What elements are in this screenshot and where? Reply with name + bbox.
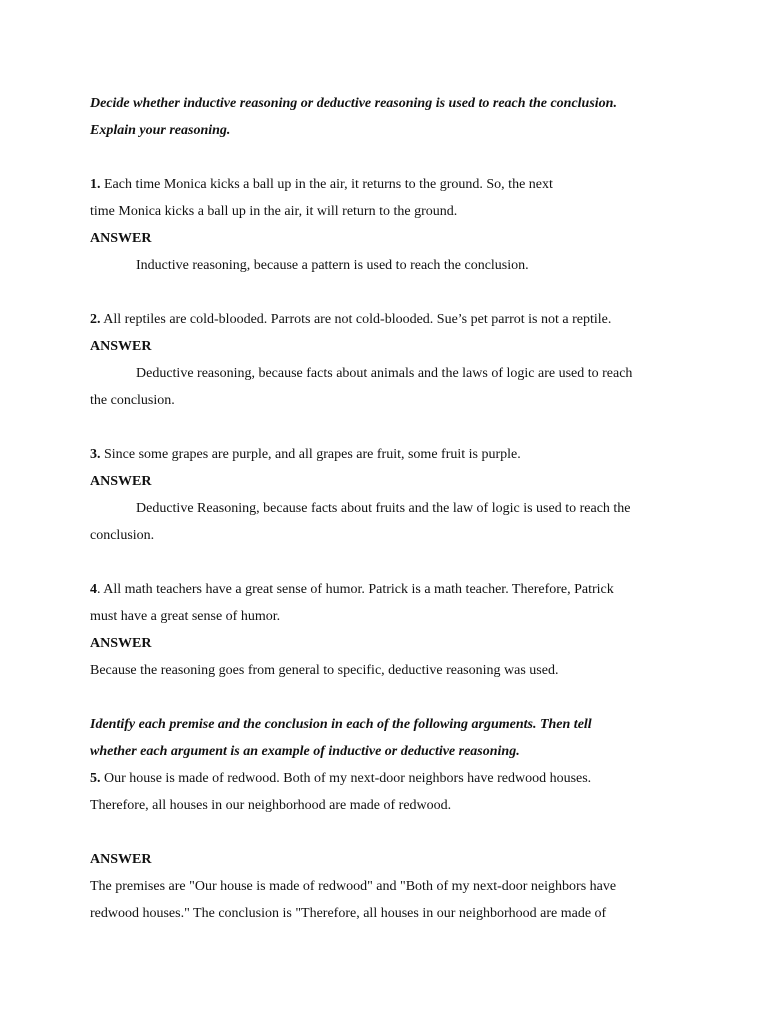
question-1-line-1 (90, 171, 690, 198)
question-4-number: 4 (90, 582, 97, 597)
question-4-text-1: . All math teachers have a great sense of humor. Patrick is a math teacher. Therefore, Patrick (97, 582, 614, 597)
question-5-line-2: Therefore, all houses in our neighborhood are made of redwood. (90, 798, 452, 813)
question-1-number: 1. (90, 177, 101, 192)
question-1-answer-label: ANSWER (90, 231, 152, 246)
instructions-2-line-1: Identify each premise and the conclusion in each of the following arguments. Then tell (90, 717, 592, 732)
question-3-line-1 (90, 441, 690, 468)
spacer (90, 279, 690, 306)
question-3-text-1: Since some grapes are purple, and all grapes are fruit, some fruit is purple. (100, 447, 521, 462)
question-5-answer-label: ANSWER (90, 852, 152, 867)
question-5-line-1 (90, 765, 690, 792)
question-2-answer-label: ANSWER (90, 339, 152, 354)
question-2-answer-line-1: Deductive reasoning, because facts about animals and the laws of logic are used to reach (136, 366, 633, 381)
question-2-answer-line-2: the conclusion. (90, 393, 175, 408)
question-2-line-1 (90, 306, 690, 333)
spacer (90, 549, 690, 576)
question-4-line-1 (90, 576, 690, 603)
question-3-answer-line-2: conclusion. (90, 528, 155, 543)
question-3-answer-label: ANSWER (90, 474, 152, 489)
spacer (90, 684, 690, 711)
spacer (90, 819, 690, 846)
question-5-answer-line-2: redwood houses." The conclusion is "Therefore, all houses in our neighborhood are made of (90, 906, 607, 921)
question-4-answer-label: ANSWER (90, 636, 152, 651)
question-4-line-2: must have a great sense of humor. (90, 609, 281, 624)
question-3-number: 3. (90, 447, 101, 462)
question-5-number: 5. (90, 771, 101, 786)
question-5-answer-line-1: The premises are "Our house is made of redwood" and "Both of my next-door neighbors have (90, 879, 617, 894)
question-1-answer: Inductive reasoning, because a pattern is used to reach the conclusion. (136, 258, 529, 273)
spacer (90, 144, 690, 171)
document-page (90, 90, 690, 927)
question-1-text-1: Each time Monica kicks a ball up in the air, it returns to the ground. So, the next (100, 177, 553, 192)
question-5-text-1: Our house is made of redwood. Both of my next-door neighbors have redwood houses. (100, 771, 592, 786)
question-2-text-1: All reptiles are cold-blooded. Parrots are not cold-blooded. Sue’s pet parrot is not a reptile. (100, 312, 612, 327)
question-1-line-2: time Monica kicks a ball up in the air, it will return to the ground. (90, 204, 458, 219)
question-3-answer-line-1: Deductive Reasoning, because facts about fruits and the law of logic is used to reach the (136, 501, 631, 516)
question-2-number: 2. (90, 312, 101, 327)
instructions-2-line-2: whether each argument is an example of inductive or deductive reasoning. (90, 744, 520, 759)
spacer (90, 414, 690, 441)
instructions-line-1: Decide whether inductive reasoning or deductive reasoning is used to reach the conclusion. (90, 96, 617, 111)
instructions-line-2: Explain your reasoning. (90, 123, 231, 138)
question-4-answer: Because the reasoning goes from general to specific, deductive reasoning was used. (90, 663, 559, 678)
